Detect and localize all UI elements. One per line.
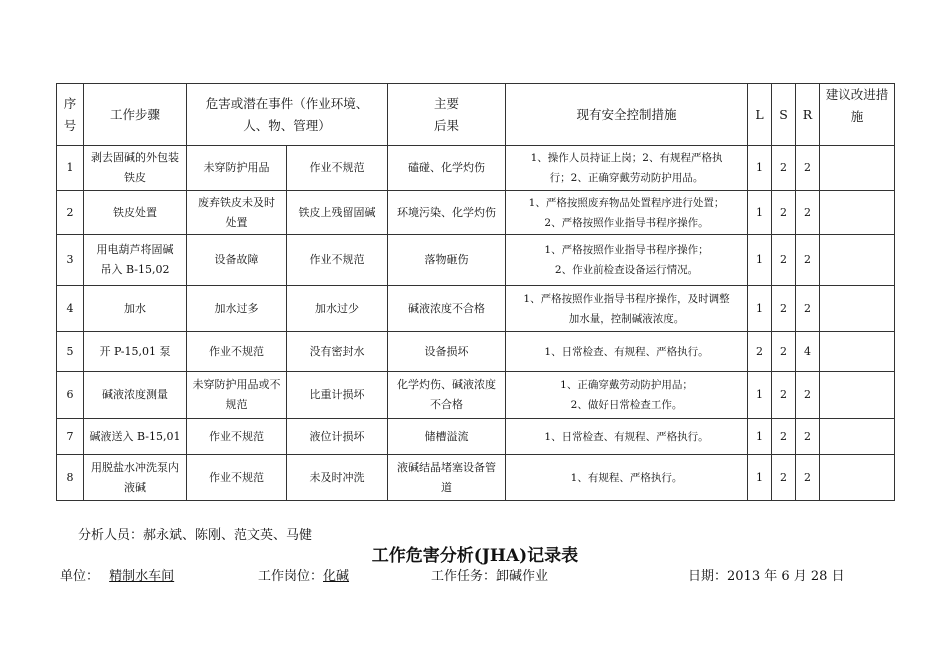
cell-consequence-line: 环境污染、化学灼伤 <box>397 205 497 219</box>
cell-s: 2 <box>772 191 796 235</box>
cell-hazard-env-line: 废弃铁皮未及时 <box>198 195 275 209</box>
cell-step-line: 铁皮处置 <box>113 205 157 219</box>
cell-hazard-env <box>187 372 287 419</box>
header-controls: 现有安全控制措施 <box>506 84 748 146</box>
cell-hazard-env <box>187 332 287 372</box>
cell-hazard-mgmt <box>287 419 388 455</box>
cell-consequence <box>388 419 506 455</box>
cell-hazard-mgmt <box>287 191 388 235</box>
cell-hazard-env <box>187 235 287 286</box>
cell-consequence-line: 不合格 <box>430 398 464 411</box>
cell-r: 2 <box>796 372 820 419</box>
cell-controls <box>506 419 748 455</box>
cell-controls-line: 1、日常检查、有规程、严格执行。 <box>544 345 709 358</box>
cell-hazard-env-line: 设备故障 <box>214 253 259 266</box>
cell-consequence <box>388 455 506 501</box>
cell-suggestion <box>820 419 895 455</box>
cell-l: 1 <box>748 419 772 455</box>
cell-l: 1 <box>748 146 772 191</box>
header-seq: 序号 <box>57 84 84 146</box>
cell-consequence-line: 落物砸伤 <box>424 253 469 266</box>
cell-r: 2 <box>796 455 820 501</box>
cell-seq: 2 <box>57 191 84 235</box>
cell-s: 2 <box>772 455 796 501</box>
table-row <box>57 146 895 191</box>
cell-r: 2 <box>796 191 820 235</box>
cell-hazard-mgmt-line: 作业不规范 <box>309 161 365 174</box>
cell-seq: 1 <box>57 146 84 191</box>
cell-l: 1 <box>748 286 772 332</box>
cell-hazard-env <box>187 419 287 455</box>
cell-seq: 5 <box>57 332 84 372</box>
cell-hazard-env-line: 未穿防护用品或不 <box>192 378 281 391</box>
cell-controls-line: 1、严格按照废弃物品处置程序进行处置； <box>528 196 725 209</box>
cell-step <box>84 286 187 332</box>
cell-step <box>84 455 187 501</box>
cell-controls <box>506 146 748 191</box>
cell-hazard-mgmt <box>287 455 388 501</box>
cell-s: 2 <box>772 235 796 286</box>
cell-seq: 6 <box>57 372 84 419</box>
cell-step <box>84 419 187 455</box>
cell-suggestion <box>820 235 895 286</box>
header-s: S <box>772 84 796 146</box>
header-suggestion-line: 建议改进措 <box>825 87 889 102</box>
cell-hazard-mgmt-line: 比重计损坏 <box>309 388 365 401</box>
cell-controls <box>506 191 748 235</box>
cell-hazard-env <box>187 146 287 191</box>
cell-r: 4 <box>796 332 820 372</box>
cell-step-line: 用电葫芦将固碱 <box>96 243 174 256</box>
cell-consequence-line: 液碱结晶堵塞设备管 <box>397 460 497 474</box>
cell-seq: 3 <box>57 235 84 286</box>
cell-step <box>84 235 187 286</box>
cell-hazard-env <box>187 191 287 235</box>
analysts: 分析人员：郝永斌、陈刚、范文英、马健 <box>78 528 313 543</box>
cell-hazard-env-line: 加水过多 <box>214 301 259 315</box>
cell-l: 1 <box>748 455 772 501</box>
meta-task <box>431 565 548 584</box>
header-consequence <box>388 84 506 146</box>
cell-l: 1 <box>748 235 772 286</box>
cell-step-line: 碱液送入 B-15,01 <box>89 429 181 443</box>
cell-controls <box>506 332 748 372</box>
cell-seq: 8 <box>57 455 84 501</box>
cell-hazard-mgmt <box>287 372 388 419</box>
cell-consequence-line: 道 <box>441 480 453 494</box>
cell-s: 2 <box>772 372 796 419</box>
cell-l: 1 <box>748 372 772 419</box>
meta-date <box>688 565 845 584</box>
cell-controls-line: 1、日常检查、有规程、严格执行。 <box>544 430 709 443</box>
cell-hazard-env-line: 作业不规范 <box>209 470 264 484</box>
cell-controls <box>506 235 748 286</box>
cell-r: 2 <box>796 235 820 286</box>
cell-seq: 7 <box>57 419 84 455</box>
cell-consequence <box>388 332 506 372</box>
cell-hazard-mgmt-line: 作业不规范 <box>309 253 365 266</box>
cell-suggestion <box>820 286 895 332</box>
cell-hazard-env <box>187 286 287 332</box>
cell-step-line: 吊入 B-15,02 <box>100 263 170 276</box>
cell-controls-line: 1、有规程、严格执行。 <box>570 471 683 484</box>
header-consequence-line: 主要 <box>434 95 460 111</box>
cell-controls-line: 1、严格按照作业指导书程序操作； <box>544 244 709 256</box>
header-consequence-line: 后果 <box>434 117 460 133</box>
cell-consequence <box>388 191 506 235</box>
cell-step-line: 用脱盐水冲洗泵内 <box>91 460 179 474</box>
cell-hazard-env <box>187 455 287 501</box>
cell-consequence <box>388 286 506 332</box>
cell-hazard-mgmt-line: 未及时冲洗 <box>309 470 365 484</box>
cell-controls-line: 加水量，控制碱液浓度。 <box>568 312 685 325</box>
cell-hazard-mgmt <box>287 146 388 191</box>
table-row <box>57 235 895 286</box>
cell-step <box>84 191 187 235</box>
cell-controls-line: 2、严格按照作业指导书程序操作。 <box>544 216 709 229</box>
date-label: 日期： <box>688 569 728 584</box>
cell-controls-line: 2、做好日常检查工作。 <box>570 399 683 411</box>
cell-s: 2 <box>772 146 796 191</box>
cell-consequence <box>388 372 506 419</box>
meta-unit <box>60 565 174 584</box>
table-row <box>57 419 895 455</box>
cell-controls <box>506 286 748 332</box>
header-l: L <box>748 84 772 146</box>
cell-consequence-line: 设备损坏 <box>424 344 469 358</box>
cell-seq: 4 <box>57 286 84 332</box>
header-hazard-line: 危害或潜在事件（作业环境、 <box>205 95 369 111</box>
cell-step-line: 加水 <box>124 301 146 315</box>
cell-suggestion <box>820 146 895 191</box>
cell-step-line: 液碱 <box>124 480 146 494</box>
cell-hazard-mgmt-line: 加水过少 <box>315 301 359 315</box>
cell-consequence <box>388 235 506 286</box>
cell-suggestion <box>820 455 895 501</box>
cell-r: 2 <box>796 146 820 191</box>
cell-hazard-env-line: 规范 <box>225 398 248 411</box>
cell-s: 2 <box>772 332 796 372</box>
cell-controls-line: 2、作业前检查设备运行情况。 <box>554 264 699 276</box>
cell-hazard-mgmt-line: 液位计损坏 <box>309 429 365 443</box>
cell-suggestion <box>820 372 895 419</box>
header-suggestion <box>820 84 895 146</box>
unit-label: 单位： <box>60 569 100 584</box>
cell-hazard-env-line: 处置 <box>225 215 248 229</box>
cell-l: 1 <box>748 191 772 235</box>
cell-step-line: 碱液浓度测量 <box>102 388 168 401</box>
table-header-row <box>57 84 895 146</box>
table-row <box>57 332 895 372</box>
cell-step-line: 铁皮 <box>124 171 146 184</box>
header-hazard <box>187 84 388 146</box>
cell-step-line: 剥去固碱的外包装 <box>91 151 179 164</box>
cell-hazard-mgmt <box>287 332 388 372</box>
cell-step <box>84 332 187 372</box>
cell-step <box>84 146 187 191</box>
cell-step <box>84 372 187 419</box>
cell-consequence-line: 磕碰、化学灼伤 <box>408 161 486 174</box>
header-hazard-line: 人、物、管理） <box>243 117 331 133</box>
cell-s: 2 <box>772 419 796 455</box>
cell-consequence-line: 碱液浓度不合格 <box>408 301 486 315</box>
cell-controls <box>506 372 748 419</box>
form-title: 工作危害分析(JHA)记录表 <box>371 546 579 566</box>
jha-table <box>56 83 895 501</box>
header-step: 工作步骤 <box>84 84 187 146</box>
cell-hazard-mgmt <box>287 235 388 286</box>
cell-controls-line: 行；2、正确穿戴劳动防护用品。 <box>549 172 704 184</box>
header-suggestion-line: 施 <box>850 109 864 124</box>
cell-controls-line: 1、正确穿戴劳动防护用品； <box>560 379 693 391</box>
date-value: 2013 年 6 月 28 日 <box>727 569 845 584</box>
cell-hazard-mgmt <box>287 286 388 332</box>
cell-consequence-line: 储槽溢流 <box>424 429 469 443</box>
table-row <box>57 455 895 501</box>
cell-hazard-mgmt-line: 没有密封水 <box>309 344 365 358</box>
post-value: 化碱 <box>323 569 350 584</box>
table-body <box>57 146 895 501</box>
table-row <box>57 286 895 332</box>
cell-hazard-mgmt-line: 铁皮上残留固碱 <box>298 205 376 219</box>
cell-r: 2 <box>796 419 820 455</box>
cell-consequence-line: 化学灼伤、碱液浓度 <box>397 378 497 391</box>
cell-consequence <box>388 146 506 191</box>
cell-hazard-env-line: 作业不规范 <box>209 344 264 358</box>
header-r: R <box>796 84 820 146</box>
post-label: 工作岗位： <box>258 569 324 584</box>
table-row <box>57 191 895 235</box>
table-row <box>57 372 895 419</box>
unit-value: 精制水车间 <box>109 569 175 584</box>
cell-step-line: 开 P-15,01 泵 <box>99 344 171 358</box>
cell-l: 2 <box>748 332 772 372</box>
cell-controls-line: 1、操作人员持证上岗；2、有规程严格执 <box>530 152 723 164</box>
cell-suggestion <box>820 332 895 372</box>
cell-controls-line: 1、严格按照作业指导书程序操作，及时调整 <box>523 292 730 305</box>
task-label: 工作任务： <box>431 569 497 584</box>
cell-suggestion <box>820 191 895 235</box>
cell-hazard-env-line: 未穿防护用品 <box>203 161 270 174</box>
cell-hazard-env-line: 作业不规范 <box>209 429 264 443</box>
cell-s: 2 <box>772 286 796 332</box>
task-value: 卸碱作业 <box>496 569 549 584</box>
meta-post <box>258 565 349 584</box>
cell-r: 2 <box>796 286 820 332</box>
cell-controls <box>506 455 748 501</box>
